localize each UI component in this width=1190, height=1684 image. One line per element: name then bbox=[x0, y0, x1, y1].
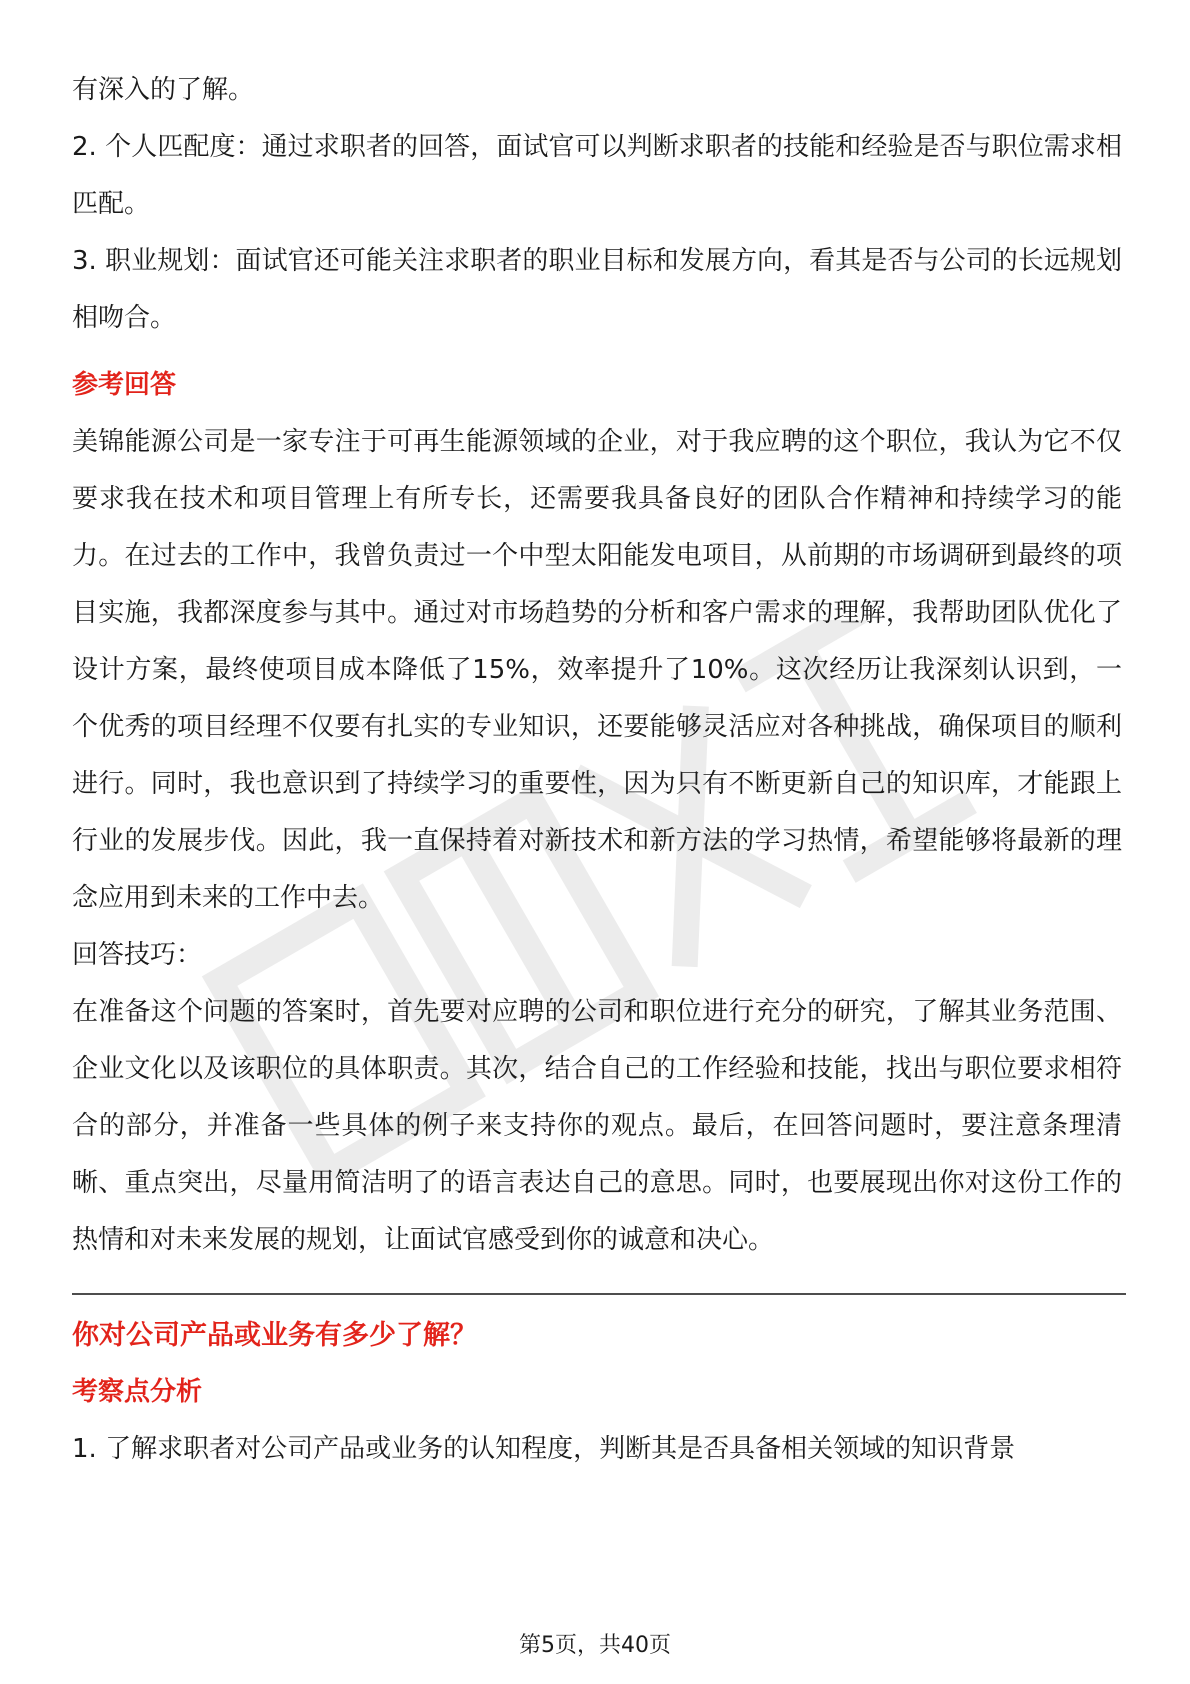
list-item-personal-fit: 2. 个人匹配度：通过求职者的回答，面试官可以判断求职者的技能和经验是否与职位需求相匹配。 bbox=[72, 132, 1122, 219]
answer-tips-text: 在准备这个问题的答案时，首先要对应聘的公司和职位进行充分的研究，了解其业务范围、企业文化以及该职位的具体职责。其次，结合自己的工作经验和技能，找出与职位要求相符合的部分，并准备一些具体的例子来支持你的观点。最后，在回答问题时，要注意条理清晰、重点突出，尽量用简洁明了的语言表达自己的意思。同时，也要展现出你对这份工作的热情和对未来发展的规划，让面试官感受到你的诚意和决心。 bbox=[72, 997, 1122, 1255]
analysis-item-1: 1. 了解求职者对公司产品或业务的认知程度，判断其是否具备相关领域的知识背景 bbox=[72, 1434, 1016, 1464]
answer-tips-label: 回答技巧： bbox=[72, 940, 203, 970]
section-divider bbox=[72, 1293, 1126, 1295]
list-item-career-plan: 3. 职业规划：面试官还可能关注求职者的职业目标和发展方向，看其是否与公司的长远规划相吻合。 bbox=[72, 246, 1122, 333]
page-number: 第5页，共40页 bbox=[519, 1633, 671, 1658]
section-heading-reference-answer: 参考回答 bbox=[72, 370, 177, 400]
section-heading-analysis: 考察点分析 bbox=[72, 1377, 203, 1407]
paragraph-continuation: 有深入的了解。 bbox=[72, 75, 255, 105]
content-area bbox=[72, 62, 1122, 1478]
reference-answer-text: 美锦能源公司是一家专注于可再生能源领域的企业，对于我应聘的这个职位，我认为它不仅要求我在技术和项目管理上有所专长，还需要我具备良好的团队合作精神和持续学习的能力。在过去的工作中，我曾负责过一个中型太阳能发电项目，从前期的市场调研到最终的项目实施，我都深度参与其中。通过对市场趋势的分析和客户需求的理解，我帮助团队优化了设计方案，最终使项目成本降低了15%，效率提升了10%。这次经历让我深刻认识到，一个优秀的项目经理不仅要有扎实的专业知识，还要能够灵活应对各种挑战，确保项目的顺利进行。同时，我也意识到了持续学习的重要性，因为只有不断更新自己的知识库，才能跟上行业的发展步伐。因此，我一直保持着对新技术和新方法的学习热情，希望能够将最新的理念应用到未来的工作中去。 bbox=[72, 427, 1122, 913]
question-title: 你对公司产品或业务有多少了解？ bbox=[72, 1320, 477, 1351]
